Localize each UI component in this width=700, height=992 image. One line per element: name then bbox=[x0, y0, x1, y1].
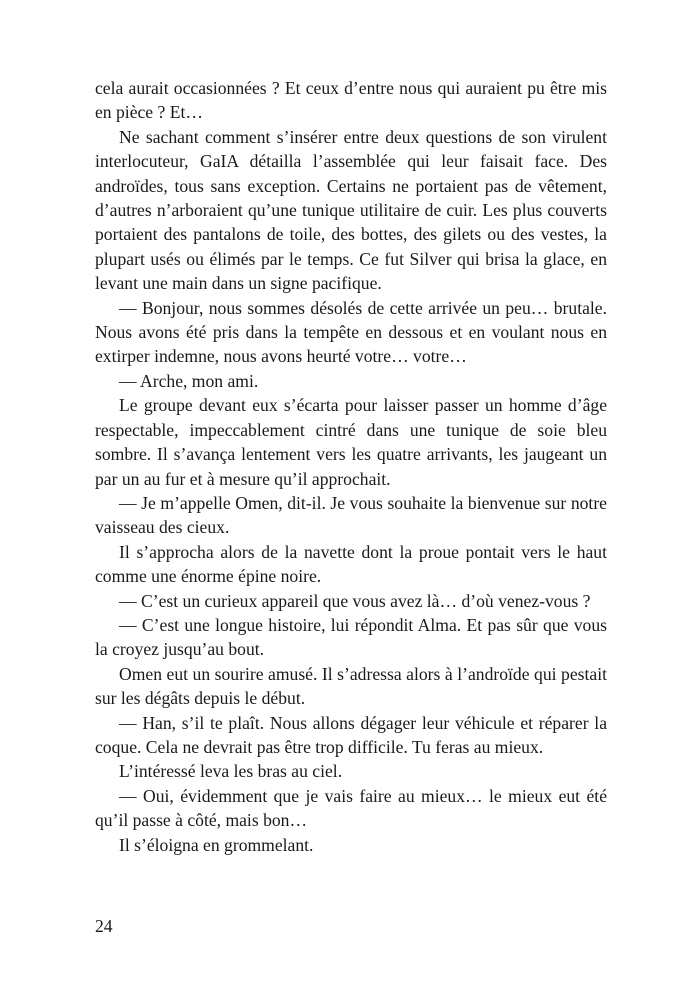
dialogue-line: — C’est une longue histoire, lui répondit Alma. Et pas sûr que vous la croyez jusqu’au bout. bbox=[95, 614, 607, 660]
paragraph-continuation: cela aurait occasionnées ? Et ceux d’entre nous qui auraient pu être mis en pièce ? Et… bbox=[95, 78, 607, 123]
body-text bbox=[95, 76, 607, 857]
paragraph: Il s’approcha alors de la navette dont la proue pontait vers le haut comme une énorme épine noire. bbox=[95, 541, 607, 587]
paragraph: Ne sachant comment s’insérer entre deux questions de son virulent interlocuteur, GaIA détailla l’assemblée qui leur faisait face. Des androïdes, tous sans exception. Certains ne portaient pas de vêtement, d’autres n’arboraient qu’une tunique utilitaire de cuir. Les plus couverts portaient des pantalons de toile, des bottes, des gilets ou des vestes, la plupart usés ou élimés par le temps. Ce fut Silver qui brisa la glace, en levant une main dans un signe pacifique. bbox=[95, 126, 607, 294]
dialogue-line: — Bonjour, nous sommes désolés de cette arrivée un peu… brutale. Nous avons été pris dans la tempête en dessous et en voulant nous en extirper indemne, nous avons heurté votre… votre… bbox=[95, 297, 607, 367]
dialogue-line: — C’est un curieux appareil que vous avez là… d’où venez-vous ? bbox=[119, 590, 591, 611]
dialogue-line: — Oui, évidemment que je vais faire au mieux… le mieux eut été qu’il passe à côté, mais bon… bbox=[95, 785, 607, 831]
paragraph: L’intéressé leva les bras au ciel. bbox=[119, 761, 343, 782]
page-number: 24 bbox=[95, 916, 113, 936]
paragraph: Omen eut un sourire amusé. Il s’adressa alors à l’androïde qui pestait sur les dégâts depuis le début. bbox=[95, 663, 607, 709]
dialogue-line: — Han, s’il te plaît. Nous allons dégager leur véhicule et réparer la coque. Cela ne devrait pas être trop difficile. Tu feras au mieux. bbox=[95, 712, 607, 757]
paragraph: Le groupe devant eux s’écarta pour laisser passer un homme d’âge respectable, impeccablement cintré dans une tunique de soie bleu sombre. Il s’avança lentement vers les quatre arrivants, les jaugeant un par un au fur et à mesure qu’il approchait. bbox=[95, 395, 607, 489]
paragraph: Il s’éloigna en grommelant. bbox=[119, 834, 314, 855]
dialogue-line: — Arche, mon ami. bbox=[119, 370, 259, 391]
dialogue-line: — Je m’appelle Omen, dit-il. Je vous souhaite la bienvenue sur notre vaisseau des cieux. bbox=[95, 492, 607, 538]
